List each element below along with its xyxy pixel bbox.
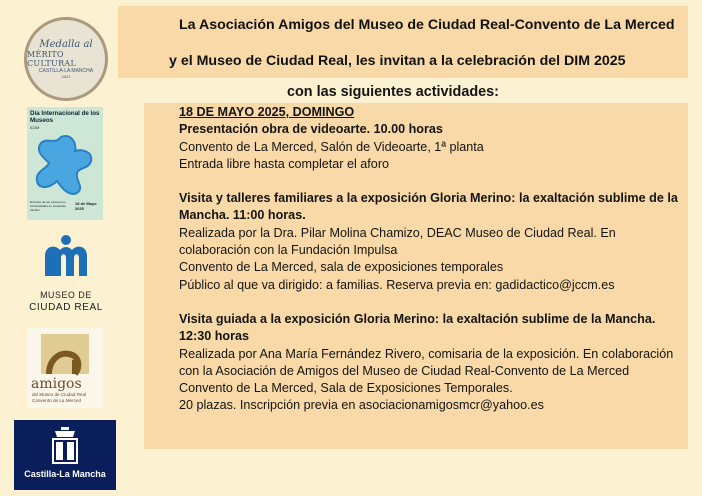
dim-title: Día Internacional de los Museos xyxy=(30,110,100,124)
medalla-line-1: Medalla al xyxy=(39,38,93,50)
activity-title: Presentación obra de videoarte. 10.00 horas xyxy=(179,122,443,137)
amigos-word: amigos xyxy=(31,376,82,392)
header-line-1: La Asociación Amigos del Museo de Ciudad Real-Convento de La Merced xyxy=(179,17,675,33)
castilla-la-mancha-logo xyxy=(14,420,116,490)
museo-line-1: MUSEO DE xyxy=(40,290,92,300)
dim-2025-poster xyxy=(27,107,103,220)
activity-1 xyxy=(179,121,679,173)
activity-2 xyxy=(179,190,679,294)
clm-name: Castilla-La Mancha xyxy=(24,469,106,479)
amigos-subtitle xyxy=(32,392,102,403)
subtitle: con las siguientes actividades: xyxy=(287,84,499,100)
blob-shape-icon xyxy=(31,131,99,199)
activity-line: Convento de La Merced, sala de exposiciones temporales xyxy=(179,260,504,275)
dim-date: 18 de Mayo 2025 xyxy=(75,201,97,211)
activity-line: 20 plazas. Inscripción previa en asociacionamigosmcr@yahoo.es xyxy=(179,398,544,413)
dim-tagline: El futuro de los museos en comunidades en constante cambio xyxy=(30,200,66,212)
event-date: 18 DE MAYO 2025, DOMINGO xyxy=(179,105,355,119)
amigos-a-icon xyxy=(35,330,95,378)
amigos-museo-logo xyxy=(27,328,103,408)
activity-line: Realizada por la Dra. Pilar Molina Chamizo, DEAC Museo de Ciudad Real. En colaboración con la Fundación Impulsa xyxy=(179,225,616,258)
activity-title: Visita y talleres familiares a la exposición Gloria Merino: la exaltación sublime de la Mancha. 11:00 horas. xyxy=(179,191,678,223)
activity-line: Convento de La Merced, Salón de Videoarte, 1ª planta xyxy=(179,139,484,154)
activity-title: Visita guiada a la exposición Gloria Merino: la exaltación sublime de la Mancha. 12:30 horas xyxy=(179,311,656,344)
castle-crest-icon xyxy=(47,425,83,467)
museo-ciudad-real-logo xyxy=(26,232,106,320)
museo-line-2: CIUDAD REAL xyxy=(29,302,103,313)
medalla-line-4: 2021 xyxy=(61,73,71,79)
activity-3 xyxy=(179,311,679,415)
medalla-line-2: MÉRITO CULTURAL xyxy=(27,49,77,68)
activity-line: Realizada por Ana María Fernández Rivero, comisaria de la exposición. En colaboración con la Asociación de Amigos del Museo de Ciudad Real-Convento de La Merced xyxy=(179,346,674,378)
header-line-2: y el Museo de Ciudad Real, les invitan a la celebración del DIM 2025 xyxy=(169,53,626,69)
amigos-sub-2: Convento de La Merced xyxy=(32,397,82,403)
medalla-merito-cultural-logo xyxy=(24,17,108,101)
activity-line: Público al que va dirigido: a familias. Reserva previa en: gadidactico@jccm.es xyxy=(179,277,615,292)
icom-label: ICOM xyxy=(30,126,40,130)
amigos-sub-1: del Museo de Ciudad Real xyxy=(32,392,87,397)
museo-m-icon xyxy=(41,234,91,278)
activity-line: Convento de La Merced, Sala de Exposiciones Temporales. xyxy=(179,381,513,396)
activities-list xyxy=(179,104,679,415)
activity-line: Entrada libre hasta completar el aforo xyxy=(179,156,390,171)
medalla-line-3: CASTILLA-LA MANCHA xyxy=(38,67,94,74)
